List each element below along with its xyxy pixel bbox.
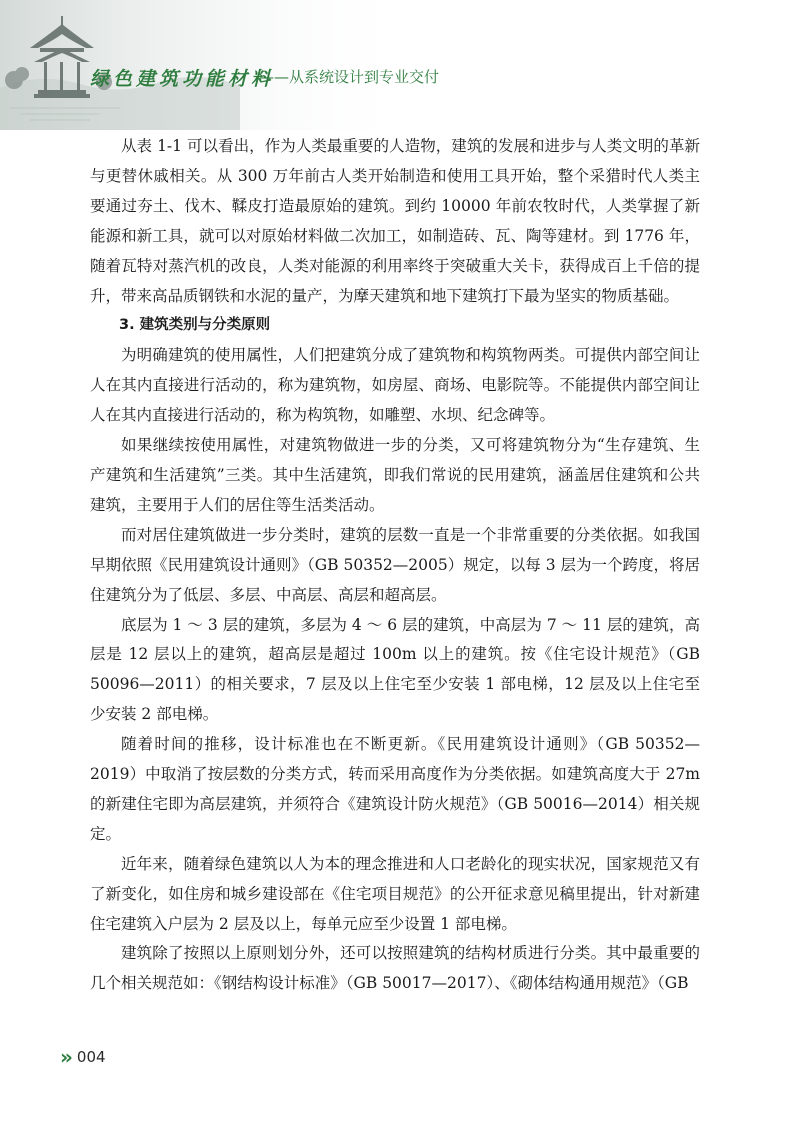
body-text [90, 132, 700, 999]
page-number: 004 [76, 1048, 106, 1066]
paragraph: 如果继续按使用属性，对建筑物做进一步的分类，又可将建筑物分为“生存建筑、生产建筑和生活建筑”三类。其中生活建筑，即我们常说的民用建筑，涵盖居住建筑和公共建筑，主要用于人们的居住等生活类活动。 [90, 436, 700, 514]
book-subtitle: ——从系统设计到专业交付 [259, 68, 440, 86]
paragraph: 建筑除了按照以上原则划分外，还可以按照建筑的结构材质进行分类。其中最重要的几个相关规范如：《钢结构设计标准》（GB 50017—2017）、《砌体结构通用规范》（GB [90, 944, 700, 993]
paragraph: 随着时间的推移，设计标准也在不断更新。《民用建筑设计通则》（GB 50352—2019）中取消了按层数的分类方式，转而采用高度作为分类依据。如建筑高度大于 27m 的新建住宅即为高层建筑，并须符合《建筑设计防火规范》（GB 50016—2014）相关规定。 [90, 735, 700, 843]
paragraph: 而对居住建筑做进一步分类时，建筑的层数一直是一个非常重要的分类依据。如我国早期依照《民用建筑设计通则》（GB 50352—2005）规定，以每 3 层为一个跨度，将居住建筑分为了低层、多层、中高层、高层和超高层。 [90, 525, 700, 604]
paragraph: 从表 1-1 可以看出，作为人类最重要的人造物，建筑的发展和进步与人类文明的革新与更替休戚相关。从 300 万年前古人类开始制造和使用工具开始，整个采猎时代人类主要通过夯土、伐木、鞣皮打造最原始的建筑。到约 10000 年前农牧时代，人类掌握了新能源和新工具，就可以对原始材料做二次加工，如制造砖、瓦、陶等建材。到 1776 年，随着瓦特对蒸汽机的改良，人类对能源的利用率终于突破重大关卡，获得成百上千倍的提升，带来高品质钢铁和水泥的量产，为摩天建筑和地下建筑打下最为坚实的物质基础。 [90, 137, 700, 305]
paragraph: 为明确建筑的使用属性，人们把建筑分成了建筑物和构筑物两类。可提供内部空间让人在其内直接进行活动的，称为建筑物，如房屋、商场、电影院等。不能提供内部空间让人在其内直接进行活动的，称为构筑物，如雕塑、水坝、纪念碑等。 [90, 346, 700, 425]
section-heading: 3. 建筑类别与分类原则 [119, 317, 271, 334]
paragraph: 底层为 1 ～ 3 层的建筑，多层为 4 ～ 6 层的建筑，中高层为 7 ～ 11 层的建筑，高层是 12 层以上的建筑，超高层是超过 100m 以上的建筑。按《住宅设计规范》（GB 50096—2011）的相关要求，7 层及以上住宅至少安装 1 部电梯，12 层及以上住宅至少安装 2 部电梯。 [90, 615, 700, 724]
book-title: 绿色建筑功能材料 [90, 68, 275, 90]
paragraph: 近年来，随着绿色建筑以人为本的理念推进和人口老龄化的现实状况，国家规范又有了新变化，如住房和城乡建设部在《住宅项目规范》的公开征求意见稿里提出，针对新建住宅建筑入户层为 2 层及以上，每单元应至少设置 1 部电梯。 [90, 854, 700, 933]
page-header [0, 0, 800, 130]
double-chevron-icon: » [60, 1045, 67, 1069]
page-footer [60, 1045, 106, 1069]
